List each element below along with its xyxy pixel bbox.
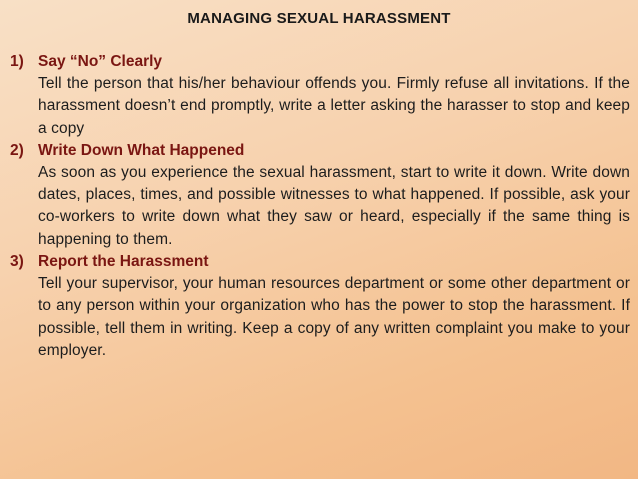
- steps-list: [10, 51, 630, 362]
- slide-title: MANAGING SEXUAL HARASSMENT: [187, 10, 451, 27]
- list-item: [10, 140, 630, 251]
- list-item: [10, 51, 630, 140]
- item-text: Tell your supervisor, your human resources department or some other department or to any person within your organization who has the power to stop the harassment. If possible, tell them in writing. Keep a copy of any written complaint you make to your employer.: [38, 275, 630, 359]
- item-number: 3): [10, 253, 24, 271]
- list-item: [10, 251, 630, 362]
- item-text: Tell the person that his/her behaviour offends you. Firmly refuse all invitations. If the harassment doesn’t end promptly, write a letter asking the harasser to stop and keep a copy: [38, 75, 630, 137]
- item-heading: Say “No” Clearly: [38, 53, 163, 70]
- item-heading: Write Down What Happened: [38, 141, 245, 159]
- item-heading: Report the Harassment: [38, 253, 209, 271]
- item-number: 1): [10, 53, 24, 70]
- item-text: As soon as you experience the sexual harassment, start to write it down. Write down dates, places, times, and possible witnesses to what happened. If possible, ask your co-workers to write down what they saw or heard, especially if the same thing is happening to them.: [38, 163, 630, 248]
- item-number: 2): [10, 141, 24, 159]
